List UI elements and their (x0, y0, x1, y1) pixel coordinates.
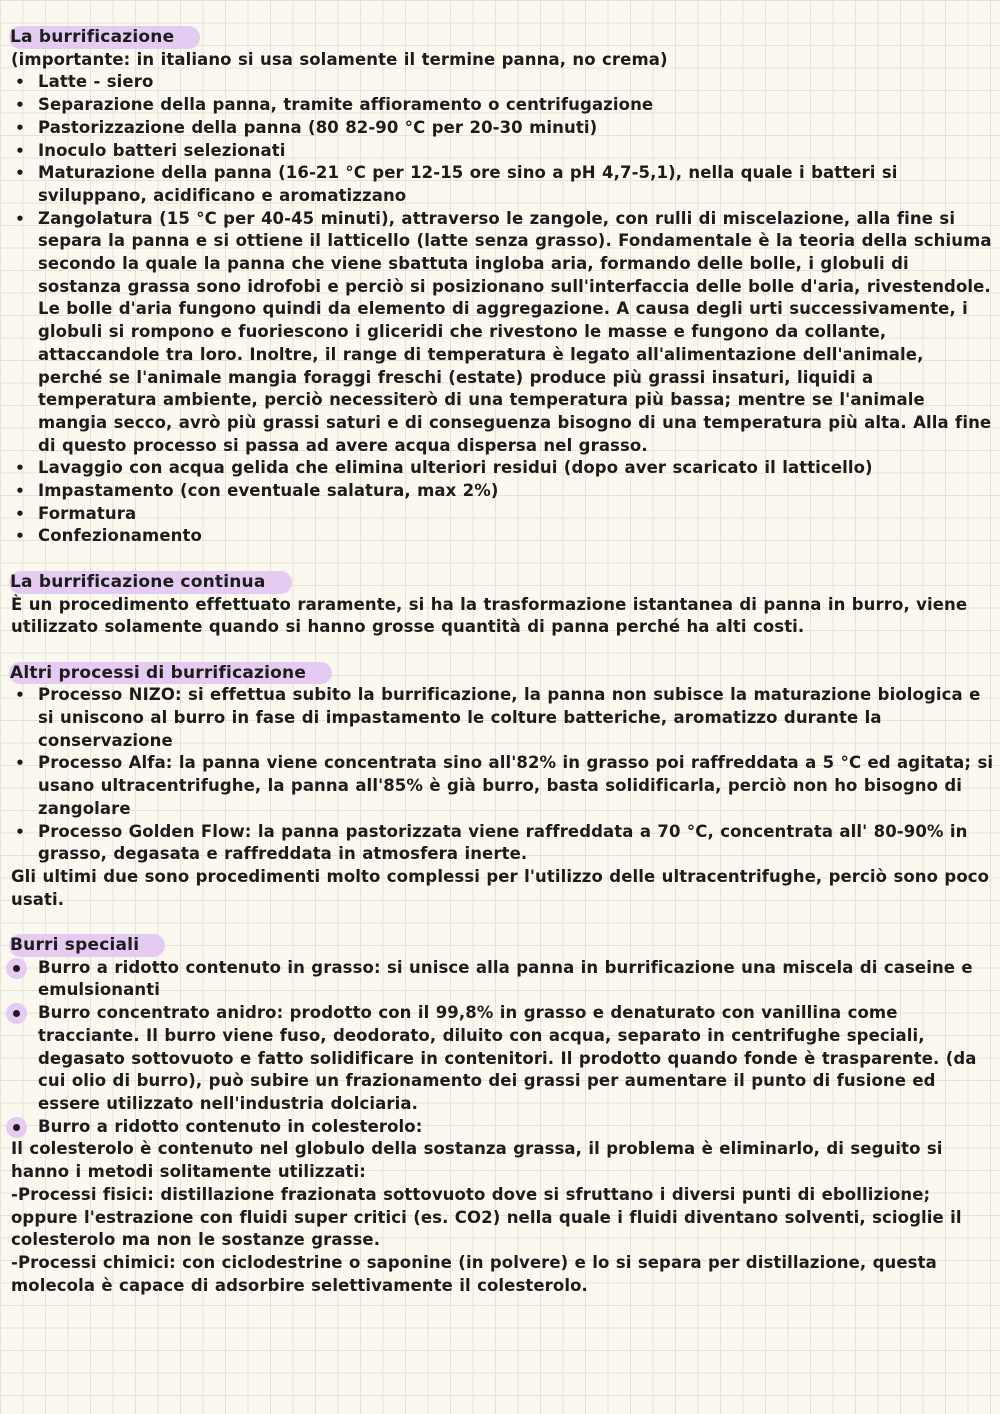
list-item: Burro a ridotto contenuto in grasso: si unisce alla panna in burrificazione una miscela di caseine e emulsionanti (11, 957, 994, 1002)
list-item: • Inoculo batteri selezionati (11, 140, 994, 163)
section-burrificazione-continua (11, 571, 994, 639)
section-burrificazione (11, 26, 994, 548)
section-burri-speciali (11, 934, 994, 1297)
highlighted-bullet-icon (6, 1003, 27, 1024)
paragraph: È un procedimento effettuato raramente, si ha la trasformazione istantanea di panna in burro, viene utilizzato solamente quando si hanno grosse quantità di panna perché ha alti costi. (11, 594, 968, 637)
bullet-icon: • (15, 754, 25, 773)
section-spacer (11, 548, 994, 571)
special-butters-list (11, 957, 994, 1139)
list-item: • Confezionamento (11, 525, 994, 548)
paragraph: -Processi chimici: con ciclodestrine o saponine (in polvere) e lo si separa per distillazione, questa molecola è capace di adsorbire selettivamente il colesterolo. (11, 1252, 937, 1295)
list-item: • Formatura (11, 503, 994, 526)
list-item: • Maturazione della panna (16-21 °C per 12-15 ore sino a pH 4,7-5,1), nella quale i batteri si sviluppano, acidificano e aromatizzano (11, 162, 994, 207)
section-heading: Altri processi di burrificazione (9, 662, 332, 685)
processes-list (11, 684, 994, 866)
list-item: • Processo NIZO: si effettua subito la burrificazione, la panna non subisce la maturazione biologica e si uniscono al burro in fase di impastamento le colture batteriche, aromatizzo durante la conservazione (11, 684, 994, 752)
bullet-icon: • (15, 73, 25, 92)
list-item: • Processo Alfa: la panna viene concentrata sino all'82% in grasso poi raffreddata a 5 °C ed agitata; si usano ultracentrifughe, la panna all'85% è già burro, basta solidificarla, perciò non ho bisogno di zangolare (11, 752, 994, 820)
paragraph: Il colesterolo è contenuto nel globulo della sostanza grassa, il problema è eliminarlo, di seguito si hanno i metodi solitamente utilizzati: (11, 1139, 943, 1182)
highlighted-bullet-icon (6, 958, 27, 979)
paragraph: Gli ultimi due sono procedimenti molto complessi per l'utilizzo delle ultracentrifughe, perciò sono poco usati. (11, 866, 990, 909)
list-item: • Zangolatura (15 °C per 40-45 minuti), attraverso le zangole, con rulli di miscelazione, alla fine si separa la panna e si ottiene il latticello (latte senza grasso). Fondamentale è la teoria della schiuma secondo la quale la panna che viene sbattuta ingloba aria, formando delle bolle, i globuli di sostanza grassa sono idrofobi e perciò si posizionano sull'interfaccia delle bolle d'aria, rivestendole. Le bolle d'aria fungono quindi da elemento di aggregazione. A causa degli urti successivamente, i globuli si rompono e fuoriescono i gliceridi che rivestono le masse e fungono da collante, attaccandole tra loro. Inoltre, il range di temperatura è legato all'alimentazione dell'animale, perché se l'animale mangia foraggi freschi (estate) produce più grassi insaturi, liquidi a temperatura ambiente, perciò necessiterò di una temperatura più bassa; mentre se l'animale mangia secco, avrò più grassi saturi e di conseguenza bisogno di una temperatura più alta. Alla fine di questo processo si passa ad avere acqua dispersa nel grasso. (11, 208, 994, 458)
section-altri-processi (11, 662, 994, 912)
bullet-icon: • (15, 164, 25, 183)
bullet-icon: • (15, 822, 25, 841)
bullet-icon: • (15, 504, 25, 523)
bullet-icon: • (15, 118, 25, 137)
section-heading: La burrificazione (9, 26, 200, 49)
list-item: • Pastorizzazione della panna (80 82-90 °C per 20-30 minuti) (11, 117, 994, 140)
intro-note: (importante: in italiano si usa solamente il termine panna, no crema) (11, 49, 668, 69)
bullet-icon: • (15, 96, 25, 115)
section-spacer (11, 911, 994, 934)
bullet-icon: • (15, 209, 25, 228)
list-item: • Separazione della panna, tramite affioramento o centrifugazione (11, 94, 994, 117)
bullet-icon: • (15, 141, 25, 160)
section-heading: Burri speciali (9, 934, 165, 957)
list-item: • Lavaggio con acqua gelida che elimina ulteriori residui (dopo aver scaricato il latticello) (11, 457, 994, 480)
process-steps-list (11, 71, 994, 548)
bullet-icon: • (15, 459, 25, 478)
list-item: Burro a ridotto contenuto in colesterolo: (11, 1116, 994, 1139)
list-item: • Processo Golden Flow: la panna pastorizzata viene raffreddata a 70 °C, concentrata all' 80-90% in grasso, degasata e raffreddata in atmosfera inerte. (11, 821, 994, 866)
paragraph: -Processi fisici: distillazione frazionata sottovuoto dove si sfruttano i diversi punti di ebollizione; oppure l'estrazione con fluidi super critici (es. CO2) nella quale i fluidi diventano solventi, scioglie il colesterolo ma non le sostanze grasse. (11, 1184, 962, 1250)
bullet-icon: • (15, 686, 25, 705)
highlighted-bullet-icon (6, 1117, 27, 1138)
section-heading: La burrificazione continua (9, 571, 292, 594)
list-item: Burro concentrato anidro: prodotto con il 99,8% in grasso e denaturato con vanillina come tracciante. Il burro viene fuso, deodorato, diluito con acqua, separato in centrifughe speciali, degasato sottovuoto e fatto solidificare in contenitori. Il prodotto quando fonde è trasparente. (da cui olio di burro), può subire un frazionamento dei grassi per aumentare il punto di fusione ed essere utilizzato nell'industria dolciaria. (11, 1002, 994, 1116)
bullet-icon: • (15, 482, 25, 501)
list-item: • Impastamento (con eventuale salatura, max 2%) (11, 480, 994, 503)
bullet-icon: • (15, 527, 25, 546)
section-spacer (11, 639, 994, 662)
list-item: • Latte - siero (11, 71, 994, 94)
